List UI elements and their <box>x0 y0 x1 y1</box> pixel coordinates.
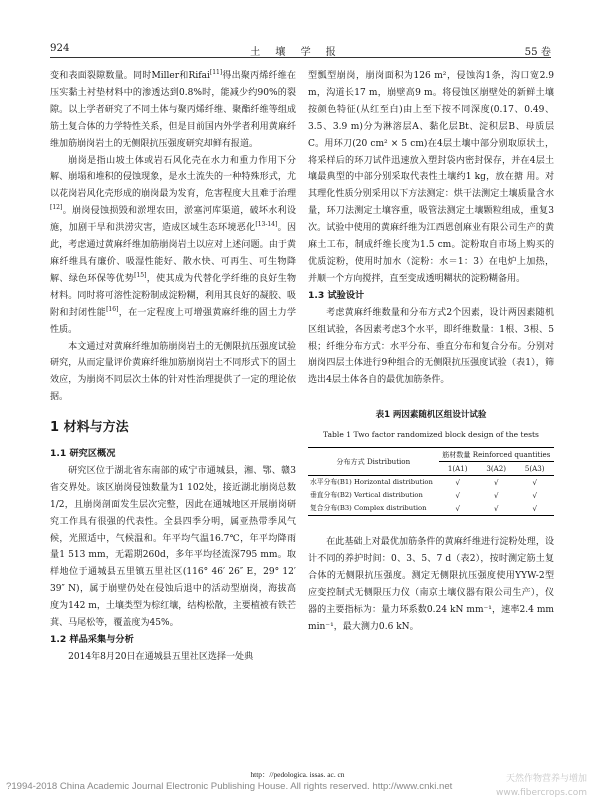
check-mark: √ <box>493 491 499 501</box>
copyright-line: ?1994-2018 China Academic Journal Electronic Publishing House. All rights reserved. http://www.cnki.net <box>6 781 453 792</box>
subsection-heading: 1.1 研究区概况 <box>50 448 116 460</box>
check-mark: √ <box>532 478 537 488</box>
paragraph: 本文通过对黄麻纤维加筋崩岗岩土的无侧限抗压强度试验研究，从而定量评价黄麻纤维加筋崩岗岩土不同形式下的固土效应，为崩岗不同层次土体的针对性治理提供了一定的理论依据。 <box>50 341 296 403</box>
paragraph: 崩岗是指山坡土体或岩石风化壳在水力和重力作用下分解、崩塌和堆积的侵蚀现象，是水土流失的一种特殊形式，尤以花岗岩风化壳形成的崩岗最为发育，危害程度大且难于治理[12]。崩岗侵蚀损毁和淤埋农田，淤塞河库渠道，破坏水利设施，加剧干旱和洪涝灾害，造成区域生态环境恶化[13-14]。因此，考虑通过黄麻纤维加筋崩岗岩土以应对上述问题。由于黄麻纤维具有廉价、吸湿性能好、散水快、可再生、可生物降解、绿色环保等优势[15]，使其成为代替化学纤维的良好生物材料。同时将可溶性淀粉制成淀粉糊，利用其良好的凝胶、吸附和封闭性能[16]，在一定程度上可增强黄麻纤维的固土力学性质。 <box>50 155 297 335</box>
page-number: 924 <box>50 43 70 54</box>
table-header-distribution: 分布方式 Distribution <box>308 448 439 476</box>
paragraph: 2014年8月20日在通城县五里社区选择一处典 <box>68 651 254 662</box>
table-cell-label: 水平分布(B1) Horizontal distribution <box>310 478 433 487</box>
paragraph: 考虑黄麻纤维数量和分布方式2个因素，设计两因素随机区组试验，各因素考虑3个水平，即纤维数量：1根、3根、5根；纤维分布方式：水平分布、垂直分布和复合分布。分别对崩岗四层土体进行9种组合的无侧限抗压强度试验（表1），筛选出4层土体各自的最优加筋条件。 <box>308 307 554 386</box>
citation[interactable]: [15] <box>134 271 147 279</box>
table-caption-en: Table 1 Two factor randomized block design of the tests <box>323 430 539 440</box>
paragraph: 研究区位于湖北省东南部的咸宁市通城县，湘、鄂、赣3省交界处。该区崩岗侵蚀数量为1 102处，接近湖北崩岗总数1/2，且崩岗剖面发生层次完整，因此在通城地区开展崩岗研究工作具有很强的代表性。全县四季分明，属亚热带季风气候，光照适中，气候温和。年平均气温16.7℃，年平均降雨量1 513 mm，无霜期260d，多年平均径流深795 mm。取样地位于通城县五里镇五里社区(116° 46′ 26″ E，29° 12′ 39″ N)，属于崩壁仍处在侵蚀后退中的活动型崩岗，海拔高度为142 m，土壤类型为棕红壤，结构松散，主要植被有铁芒萁、马尾松等，覆盖度为45%。 <box>50 465 296 629</box>
journal-url[interactable]: http：//pedologica. issas. ac. cn <box>250 770 345 779</box>
table-header-level: 1(A1) <box>439 462 477 476</box>
check-mark: √ <box>493 478 499 488</box>
check-mark: √ <box>532 504 537 514</box>
check-mark: √ <box>455 491 460 501</box>
citation[interactable]: [13-14] <box>255 221 278 229</box>
table-row <box>308 489 554 502</box>
paragraph: 型瓢型崩岗，崩岗面积为126 m²，侵蚀沟1条，沟口宽2.9 m，沟道长17 m，崩壁高9 m。将侵蚀区崩壁处的新鲜土壤按颜色特征(从红至白)由上至下按不同深度(0.17、0.49、3.5、3.9 m)分为淋溶层A、黏化层Bt、淀积层B、母质层C。用环刀(20 cm² × 5 cm)在4层土壤中部分别取原状土，将采样后的环刀试件迅速放入塑封袋内密封保存，并在4层土壤最典型的中部分别采取代表性土壤约1 kg，放在搪 用。对其理化性质分别采用以下方法测定：烘干法测定土壤质量含水量，环刀法测定土壤容重，吸管法测定土壤颗粒组成，重复3次。试验中使用的黄麻纤维为江西恩创麻业有限公司生产的黄麻土工布，制成纤维长度为1.5 cm。淀粉取自市场上购买的优质淀粉，使用时加水（淀粉：水＝1：3）在电炉上加热，并顺一个方向搅拌，直至变成透明糊状的淀粉糊备用。 <box>308 71 554 284</box>
table-header-level: 5(A3) <box>515 462 554 476</box>
check-mark: √ <box>532 491 537 501</box>
table-cell-label: 复合分布(B3) Complex distribution <box>310 504 427 513</box>
paragraph: 变和表面裂隙数量。同时Miller和Rifai[11]得出聚丙烯纤维在压实黏土衬垫材料中的渗透达到0.8%时，能减少约90%的裂隙。以上学者研究了不同土体与聚丙烯纤维、聚酯纤维等组成筋土复合体的力学特性关系，但是目前国内外学者利用黄麻纤维加筋崩岗岩土的无侧限抗压强度研究却鲜有报道。 <box>50 68 296 149</box>
design-table <box>308 447 554 516</box>
table-cell-label: 垂直分布(B2) Vertical distribution <box>310 491 423 500</box>
subsection-heading: 1.3 试验设计 <box>308 289 365 301</box>
watermark-text-zh: 天然作物营养与增加 <box>505 774 587 784</box>
table-header-fiber: 筋材数量 Reinforced quantities <box>439 448 555 462</box>
running-header <box>50 43 551 58</box>
watermark-text-en: www.fibercrops.com <box>496 788 587 798</box>
check-mark: √ <box>455 478 460 488</box>
table-row <box>308 502 554 516</box>
volume-number: 55 卷 <box>524 47 551 58</box>
table-header-level: 3(A2) <box>477 462 515 476</box>
table-caption-zh: 表1 两因素随机区组设计试验 <box>375 410 487 421</box>
check-mark: √ <box>493 504 499 514</box>
citation[interactable]: [11] <box>209 68 223 76</box>
citation[interactable]: [12] <box>50 204 63 212</box>
journal-name: 土壤学报 <box>250 47 351 58</box>
left-column <box>50 68 296 666</box>
table-row <box>308 476 554 490</box>
paragraph: 在此基础上对最优加筋条件的黄麻纤维进行淀粉处理，设计不同的养护时间：0、3、5、7 d（表2），按时测定筋土复合体的无侧限抗压强度。测定无侧限抗压强度使用YYW-2型应变控制式无侧限压力仪（南京土壤仪器有限公司生产），仪器的主要指标为：量力环系数0.24 kN mm⁻¹，速率2.4 mm min⁻¹，最大测力0.6 kN。 <box>308 537 554 632</box>
watermark-logo <box>479 769 589 801</box>
right-column <box>308 68 554 635</box>
section-heading: 1 材料与方法 <box>50 420 129 436</box>
subsection-heading: 1.2 样品采集与分析 <box>50 634 134 645</box>
citation[interactable]: [16] <box>106 305 119 313</box>
check-mark: √ <box>455 504 460 514</box>
